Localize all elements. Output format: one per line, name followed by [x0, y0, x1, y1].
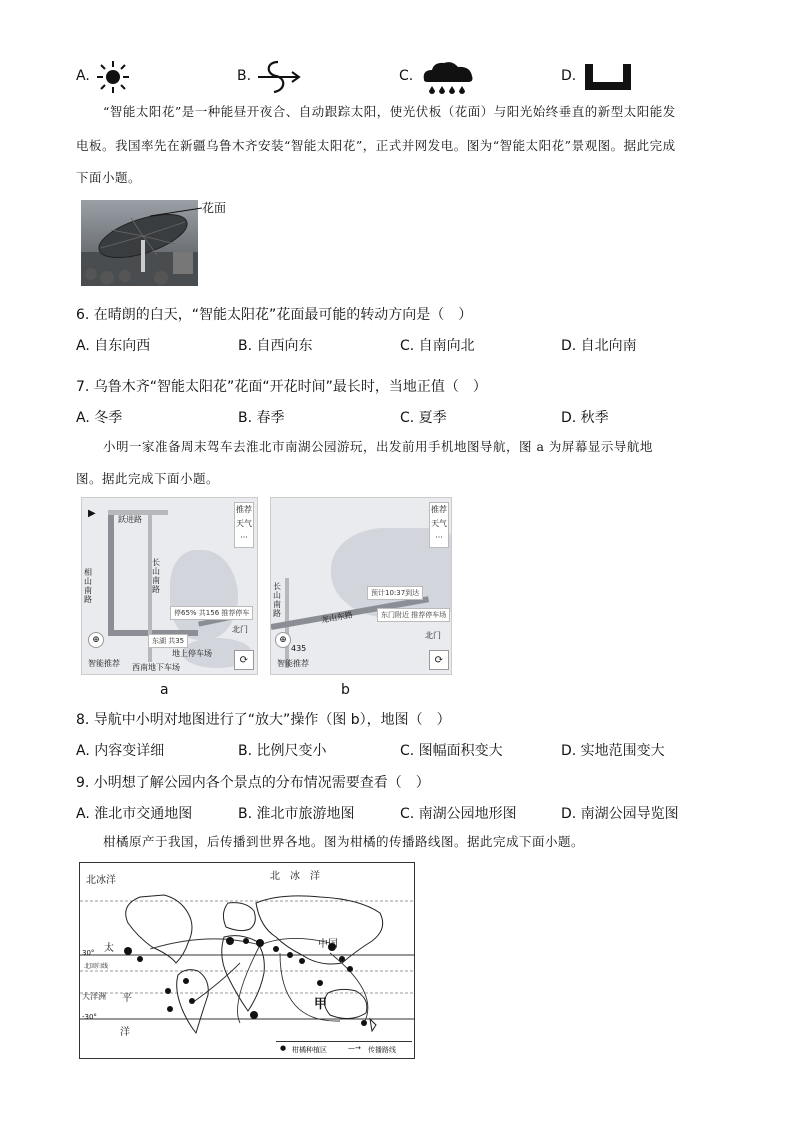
refresh-icon[interactable]: ⟳ — [234, 650, 254, 670]
sun-icon — [96, 60, 130, 94]
q6-option-b[interactable]: B. 自西向东 — [238, 338, 313, 354]
q9-option-c[interactable]: C. 南湖公园地形图 — [400, 806, 517, 822]
side-recommend[interactable]: 推荐 — [431, 505, 447, 514]
side-more[interactable]: ··· — [435, 533, 443, 542]
passage2-line2: 图。据此完成下面小题。 — [76, 471, 220, 486]
parking-tag-1[interactable]: 停65% 共156 推荐停车 — [170, 606, 253, 620]
q6-stem: 6. 在晴朗的白天，“智能太阳花”花面最可能的转动方向是（ ） — [76, 307, 473, 323]
oceania-label: 大洋洲 — [82, 992, 106, 1001]
side-weather[interactable]: 天气 — [431, 519, 447, 528]
q6-option-a[interactable]: A. 自东向西 — [76, 338, 151, 354]
route-vertical — [108, 512, 114, 636]
locate-icon[interactable]: ⊕ — [88, 632, 104, 648]
q8-option-b[interactable]: B. 比例尺变小 — [238, 743, 327, 759]
q7-option-b[interactable]: B. 春季 — [238, 410, 285, 426]
passage1-line3: 下面小题。 — [76, 170, 142, 185]
nav-map-b[interactable] — [270, 497, 452, 675]
eta-tag: 预计10:37到达 — [367, 586, 423, 600]
parking-tag[interactable]: 东门附近 推荐停车场 — [377, 608, 450, 622]
pacific-label-1: 太 — [104, 943, 114, 954]
q7-option-d[interactable]: D. 秋季 — [561, 410, 609, 426]
option-a-letter: A. — [76, 68, 90, 84]
q9-option-b[interactable]: B. 淮北市旅游地图 — [238, 806, 355, 822]
exit-label: 北门 — [425, 631, 441, 640]
citrus-world-map — [79, 862, 415, 1059]
lake-shape — [170, 550, 238, 640]
option-d-letter: D. — [561, 68, 577, 84]
q8-option-d[interactable]: D. 实地范围变大 — [561, 743, 665, 759]
road-label-3: 长山南路 — [152, 558, 160, 594]
passage3-line1: 柑橘原产于我国，后传播到世界各地。图为柑橘的传播路线图。据此完成下面小题。 — [103, 834, 585, 849]
passage2-line1: 小明一家准备周末驾车去淮北市南湖公园游玩，出发前用手机地图导航，图 a 为屏幕显示导航地 — [103, 439, 653, 454]
legend-route-icon: —→ — [348, 1044, 361, 1052]
q8-option-c[interactable]: C. 图幅面积变大 — [400, 743, 503, 759]
q7-stem: 7. 乌鲁木齐“智能太阳花”花面“开花时间”最长时，当地正值（ ） — [76, 379, 487, 395]
bottom-mid-label: 西南地下车场 — [132, 663, 180, 672]
road-label-1: 长山南路 — [273, 582, 281, 618]
q6-option-d[interactable]: D. 自北向南 — [561, 338, 637, 354]
map-side-buttons[interactable] — [234, 502, 254, 548]
legend-area-label: 柑橘种植区 — [292, 1046, 327, 1054]
locate-icon[interactable]: ⊕ — [275, 632, 291, 648]
photo-label-huamian: 花面 — [202, 201, 227, 215]
road-label-2: 相山南路 — [84, 568, 92, 604]
q6-option-c[interactable]: C. 自南向北 — [400, 338, 475, 354]
wind-arrow-icon — [256, 58, 302, 96]
nav-map-a[interactable] — [81, 497, 258, 675]
road-label-2: 龙山东路 — [320, 610, 354, 625]
pacific-label-3: 洋 — [120, 1027, 130, 1038]
smart-recommend-label[interactable]: 智能推荐 — [277, 659, 309, 668]
tropic-label: 北回归线 — [84, 963, 109, 970]
ocean-label-nw: 北冰洋 — [86, 875, 116, 886]
q7-option-a[interactable]: A. 冬季 — [76, 410, 123, 426]
china-label: 中国 — [318, 939, 338, 950]
option-b-letter: B. — [237, 68, 252, 84]
smart-recommend-label[interactable]: 智能推荐 — [88, 659, 120, 668]
parking-tag-2[interactable]: 东湖 共35 — [148, 634, 188, 648]
side-more[interactable]: ··· — [240, 533, 248, 542]
q9-option-a[interactable]: A. 淮北市交通地图 — [76, 806, 193, 822]
pointer-line — [150, 200, 204, 220]
pacific-label-2: 平 — [122, 993, 132, 1004]
lat-30n: 30° — [82, 949, 95, 957]
side-weather[interactable]: 天气 — [236, 519, 252, 528]
count-label: 435 — [291, 644, 307, 653]
q9-stem: 9. 小明想了解公园内各个景点的分布情况需要查看（ ） — [76, 775, 430, 791]
q8-stem: 8. 导航中小明对地图进行了“放大”操作（图 b），地图（ ） — [76, 712, 451, 728]
passage1-line1: “智能太阳花”是一种能昼开夜合、自动跟踪太阳，使光伏板（花面）与阳光始终垂直的新型太阳能发 — [103, 104, 676, 119]
legend-route-label: 传播路线 — [368, 1046, 396, 1054]
passage1-line2: 电板。我国率先在新疆乌鲁木齐安装“智能太阳花”，正式并网发电。图为“智能太阳花”景观图。据此完成 — [76, 138, 676, 153]
start-flag-icon: ▶ — [88, 508, 96, 519]
ocean-label-ne: 北 冰 洋 — [270, 871, 320, 882]
q8-option-a[interactable]: A. 内容变详细 — [76, 743, 165, 759]
bracket-icon — [583, 62, 633, 92]
q7-option-c[interactable]: C. 夏季 — [400, 410, 447, 426]
lat-30s: -30° — [82, 1013, 97, 1021]
q9-option-d[interactable]: D. 南湖公园导览图 — [561, 806, 679, 822]
exit-label: 北门 — [232, 625, 248, 634]
option-c-letter: C. — [399, 68, 414, 84]
refresh-icon[interactable]: ⟳ — [429, 650, 449, 670]
road-label-1: 跃进路 — [118, 515, 142, 524]
cloud-rain-icon — [420, 58, 476, 96]
map-side-buttons[interactable] — [429, 502, 449, 548]
bottom-right-label: 地上停车场 — [172, 649, 212, 658]
world-map-graphic — [80, 863, 414, 1058]
side-recommend[interactable]: 推荐 — [236, 505, 252, 514]
map-a-caption: a — [160, 682, 169, 698]
legend-area-icon: ● — [280, 1044, 287, 1052]
jia-label: 甲 — [314, 997, 328, 1012]
map-legend — [276, 1041, 412, 1057]
map-b-caption: b — [341, 682, 350, 698]
